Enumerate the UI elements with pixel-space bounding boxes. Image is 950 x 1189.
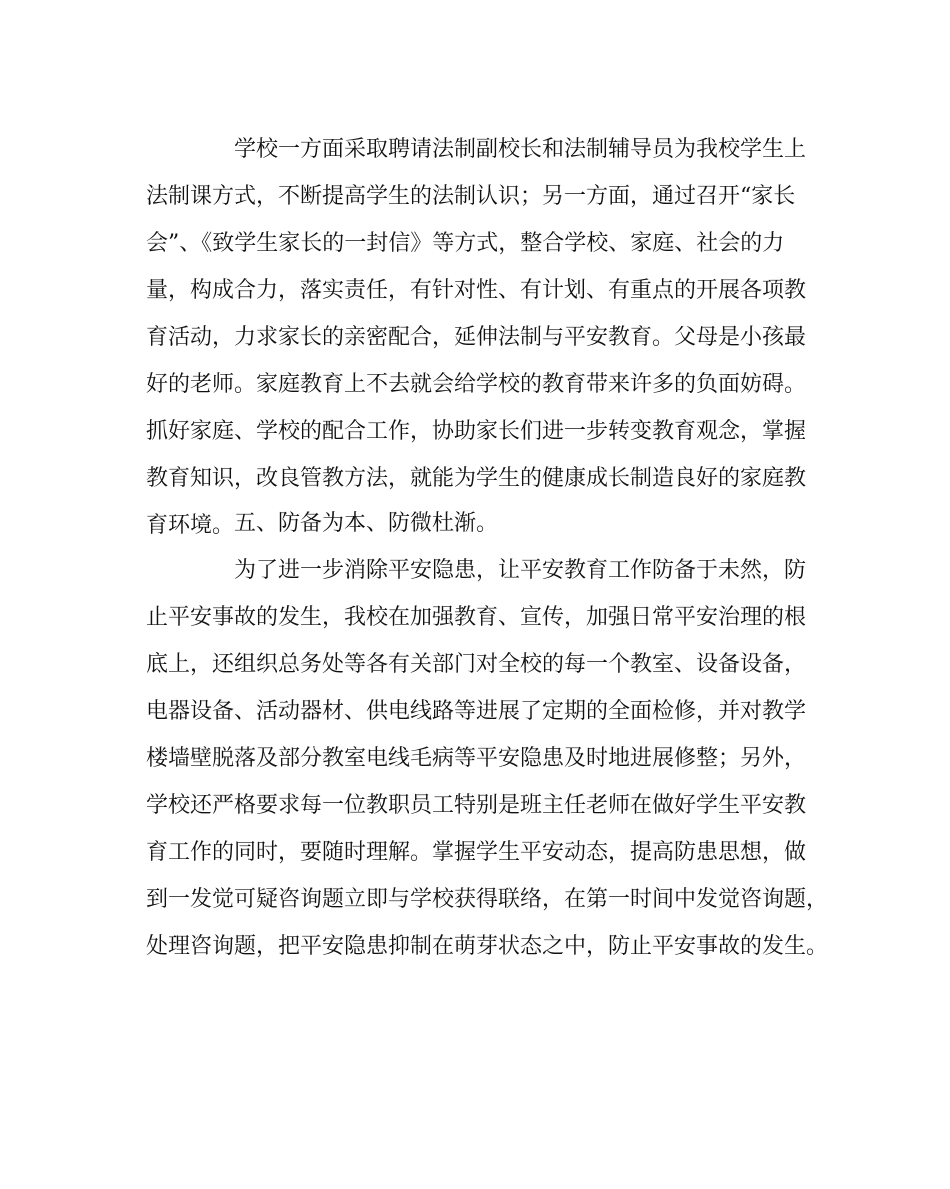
paragraph-line: 为了进一步消除平安隐患，让平安教育工作防备于未然，防 <box>234 558 807 583</box>
paragraph-line: 电器设备、活动器材、供电线路等进展了定期的全面检修，并对教学 <box>146 699 807 724</box>
paragraph-line: 育环境。 <box>146 513 235 538</box>
paragraph-line: 楼墙壁脱落及部分教室电线毛病等平安隐患及时地进展修整；另外， <box>146 746 807 771</box>
section-heading-text: 五、防备为本、防微杜渐。 <box>234 511 499 536</box>
paragraph-line: 底上，还组织总务处等各有关部门对全校的每一个教室、设备设备， <box>146 652 807 677</box>
paragraph-line: 教育知识，改良管教方法，就能为学生的健康成长制造良好的家庭教 <box>146 466 807 491</box>
paragraph-line: 量，构成合力，落实责任，有针对性、有计划、有重点的开展各项教 <box>146 278 807 303</box>
paragraph-line: 育活动，力求家长的亲密配合，延伸法制与平安教育。父母是小孩最 <box>146 325 807 350</box>
paragraph-line: 止平安事故的发生，我校在加强教育、宣传，加强日常平安治理的根 <box>146 605 807 630</box>
paragraph-line: 处理咨询题，把平安隐患抑制在萌芽状态之中，防止平安事故的发生。 <box>146 934 829 959</box>
section-heading <box>146 500 816 547</box>
paragraph-line: 好的老师。家庭教育上不去就会给学校的教育带来许多的负面妨碍。 <box>146 372 807 397</box>
paragraph-line: 法制课方式，不断提高学生的法制认识；另一方面，通过召开“家长 <box>146 184 796 209</box>
paragraph-line: 育工作的同时，要随时理解。掌握学生平安动态，提高防患思想，做 <box>146 840 807 865</box>
paragraph-family-education <box>146 126 816 549</box>
paragraph-safety-prevention <box>146 547 829 970</box>
paragraph-line: 会”、《致学生家长的一封信》等方式，整合学校、家庭、社会的力 <box>146 231 785 256</box>
paragraph-line: 到一发觉可疑咨询题立即与学校获得联络，在第一时间中发觉咨询题， <box>146 887 829 912</box>
paragraph-line: 学校一方面采取聘请法制副校长和法制辅导员为我校学生上 <box>234 137 807 162</box>
paragraph-line: 学校还严格要求每一位教职员工特别是班主任老师在做好学生平安教 <box>146 793 807 818</box>
paragraph-line: 抓好家庭、学校的配合工作，协助家长们进一步转变教育观念，掌握 <box>146 419 807 444</box>
